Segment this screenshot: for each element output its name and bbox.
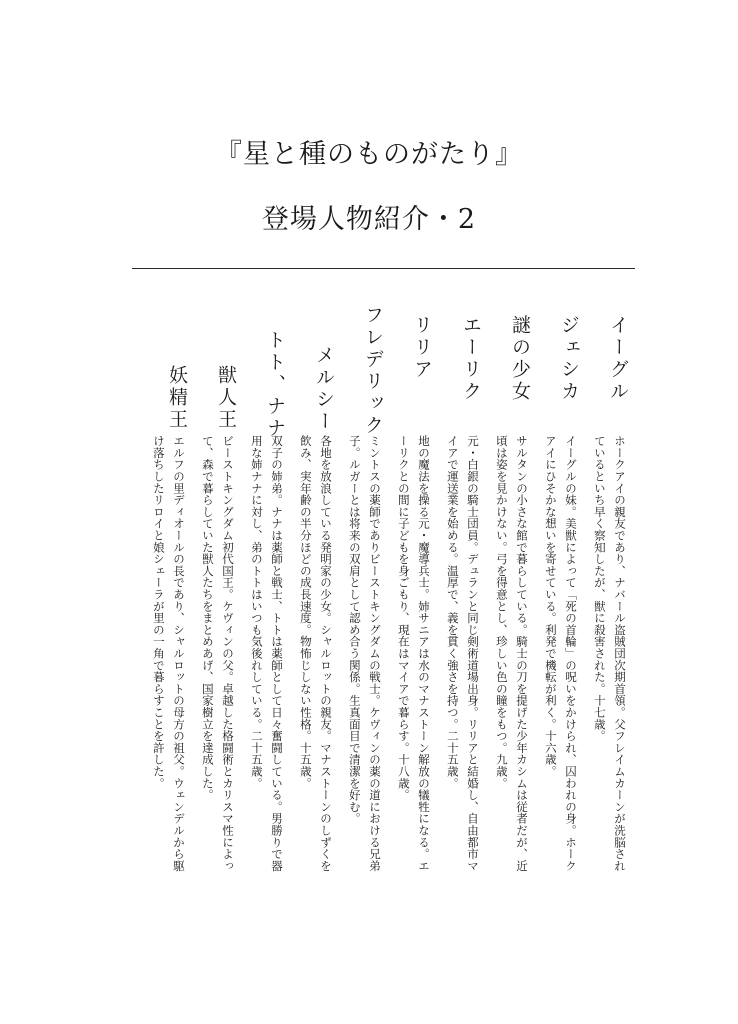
character-entry-toto-nana xyxy=(247,315,287,875)
character-name: リリア xyxy=(411,315,433,381)
character-name: 獣人王 xyxy=(215,365,237,431)
character-description: 地の魔法を操る元・魔導兵士。姉サニアは水のマナストーン解放の犠牲になる。エーリクとの間に子どもを身ごもり、現在はマイアで暮らす。十八歳。 xyxy=(396,435,431,872)
title-divider xyxy=(132,268,635,269)
character-name: トト、ナナ xyxy=(264,330,286,440)
character-name: エーリク xyxy=(460,315,482,403)
character-entry-eagle xyxy=(590,315,630,875)
character-name: 妖精王 xyxy=(166,365,188,431)
character-description: 各地を放浪している発明家の少女。シャルロットの親友。マナストーンのしずくを飲み、実年齢の半分ほどの成長速度。物怖じしない性格。十五歳。 xyxy=(298,435,333,872)
character-name: ジェシカ xyxy=(558,315,580,403)
character-description: ミントスの薬師でありビーストキングダムの戦士。ケヴィンの薬の道における兄弟子。ルガーとは将来の双肩として認め合う関係。生真面目で清潔を好む。 xyxy=(347,435,382,872)
character-description: ビーストキングダム初代国王。ケヴィンの父。卓越した格闘術とカリスマ性によって、森で暮らしていた獣人たちをまとめあげ、国家樹立を達成した。 xyxy=(200,435,235,872)
section-title: 登場人物紹介・2 xyxy=(261,204,477,235)
character-roster xyxy=(140,305,630,875)
character-description: 元・白銀の騎士団員。デュランと同じ剣術道場出身。リリアと結婚し、自由都市マイアで運送業を始める。温厚で、義を貫く強さを持つ。二十五歳。 xyxy=(445,435,480,872)
character-entry-jessica xyxy=(541,315,581,875)
character-entry-erik xyxy=(443,315,483,875)
character-entry-mercy xyxy=(296,315,336,875)
character-entry-lilia xyxy=(394,315,434,875)
character-description: 双子の姉弟。ナナは薬師と戦士、トトは薬師として日々奮闘している。男勝りで器用な姉ナナに対し、弟のトトはいつも気後れしている。二十五歳。 xyxy=(249,435,284,872)
character-description: イーグルの妹。美獣によって「死の首輪」の呪いをかけられ、囚われの身。ホークアイにひそかな想いを寄せている。利発で機転が利く。十六歳。 xyxy=(543,435,578,872)
character-entry-fairy-king xyxy=(149,315,189,875)
character-name: メルシー xyxy=(313,345,335,433)
character-entry-beast-king xyxy=(198,315,238,875)
character-name: 謎の少女 xyxy=(509,315,531,403)
character-description: ホークアイの親友であり、ナバール盗賊団次期首領。父フレイムカーンが洗脳されているといち早く察知したが、獣に殺害された。十七歳。 xyxy=(592,435,627,872)
character-name: フレデリック xyxy=(362,305,384,437)
book-title: 『星と種のものがたり』 xyxy=(215,139,523,170)
character-entry-frederick xyxy=(345,305,385,875)
character-name: イーグル xyxy=(607,315,629,403)
character-description: サルタンの小さな館で暮らしている。騎士の刀を提げた少年カシムは従者だが、近頃は姿を見かけない。弓を得意とし、珍しい色の瞳をもつ。九歳。 xyxy=(494,435,529,872)
character-description: エルフの里ディオールの長であり、シャルロットの母方の祖父。ウェンデルから駆け落ちしたリロイと娘シェーラが里の一角で暮らすことを許した。 xyxy=(151,435,186,872)
character-entry-mystery-girl xyxy=(492,315,532,875)
